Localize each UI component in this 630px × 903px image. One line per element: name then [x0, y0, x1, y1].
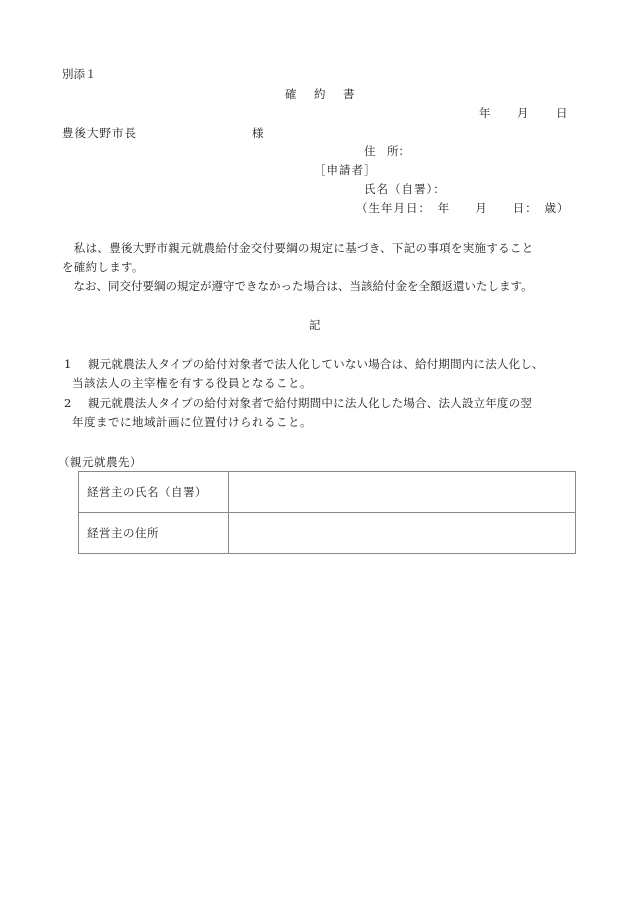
- paragraph-1-line-1: 私は、豊後大野市親元就農給付金交付要綱の規定に基づき、下記の事項を実施すること: [62, 241, 534, 255]
- date-year-label: 年: [479, 106, 491, 120]
- item-number: 1: [64, 357, 72, 371]
- document-title: 確 約 書: [285, 87, 358, 101]
- table-row: [79, 513, 576, 554]
- farm-section-heading: （親元就農先）: [58, 455, 142, 469]
- paragraph-1-line-2: を確約します。: [62, 260, 144, 274]
- farm-info-table: [78, 471, 576, 554]
- owner-name-field[interactable]: [229, 472, 576, 513]
- owner-address-field[interactable]: [229, 513, 576, 554]
- date-day-label: 日: [556, 106, 568, 120]
- applicant-birth-line: （生年月日： 年 月 日： 歳）: [356, 201, 570, 215]
- addressee-name: 豊後大野市長: [62, 126, 137, 140]
- ki-heading: 記: [309, 318, 321, 332]
- table-row: [79, 472, 576, 513]
- attachment-label: 別添１: [62, 67, 97, 81]
- item-number: 2: [64, 396, 72, 410]
- applicant-name-label: 氏名（自署）：: [364, 182, 446, 196]
- applicant-address-label: 住 所：: [364, 144, 410, 158]
- date-month-label: 月: [517, 106, 529, 120]
- item-text-line-2: 当該法人の主宰権を有する役員となること。: [72, 376, 312, 390]
- addressee-honorific: 様: [252, 126, 264, 140]
- owner-address-label: 経営主の住所: [79, 513, 229, 554]
- item-text-line-1: 親元就農法人タイプの給付対象者で法人化していない場合は、給付期間内に法人化し、: [88, 357, 544, 371]
- paragraph-2: なお、同交付要綱の規定が遵守できなかった場合は、当該給付金を全額返還いたします。: [62, 279, 533, 293]
- item-text-line-2: 年度までに地域計画に位置付けられること。: [72, 415, 312, 429]
- owner-name-label: 経営主の氏名（自署）: [79, 472, 229, 513]
- item-text-line-1: 親元就農法人タイプの給付対象者で給付期間中に法人化した場合、法人設立年度の翌: [88, 396, 533, 410]
- applicant-role-label: ［申請者］: [314, 163, 377, 177]
